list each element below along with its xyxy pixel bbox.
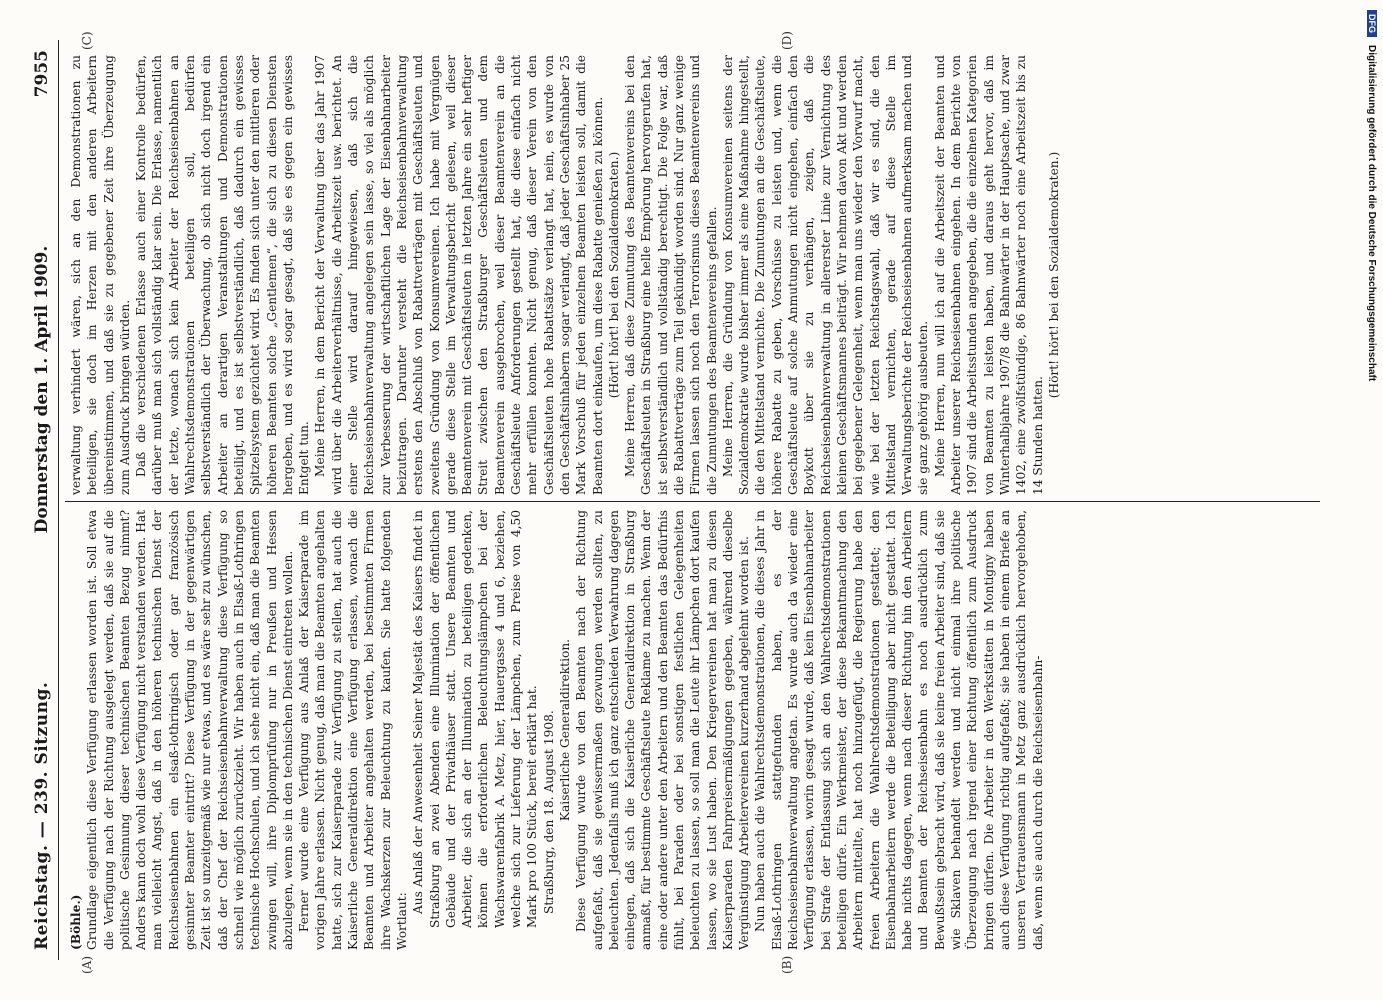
- right-column: [68, 55, 1330, 495]
- paragraph: Daß die verschiedenen Erlasse auch einer Kontrolle bedürfen, darüber muß man sich vollständig klar sein. Die Erlasse, namentlich der letzte, wonach sich kein Arbeiter der Reichseisenbahnen an Wahlrechtsdemonstrationen beteiligen soll, bedürfen selbstverständlich der Überwachung, ob sich nicht doch irgend ein Arbeiter an derartigen Veranstaltungen und Demonstrationen beteiligt, und es ist selbstverständlich, daß dadurch ein gewisses Spitzelsystem gezüchtet wird. Es finden sich unter den mittleren oder höheren Beamten solche „Gentlemen“, die sich zu diesen Diensten hergeben, und es wird sogar gesagt, daß sie es gegen ein gewisses Entgelt tun.: [134, 55, 312, 495]
- paragraph: Diese Verfügung wurde von den Beamten nach der Richtung aufgefaßt, daß sie gewissermaßen gezwungen werden sollten, zu beleuchten. Jedenfalls muß ich ganz entschieden Verwahrung dagegen einlegen, daß sich die Kaiserliche Generaldirektion in Straßburg anmaßt, für bestimmte Geschäftsleute Reklame zu machen. Wenn der eine oder andere unter den Arbeitern und den Beamten das Bedürfnis fühlt, bei Paraden oder bei sonstigen festlichen Gelegenheiten beleuchten zu lassen, so soll man die Leute ihr Lämpchen dort kaufen lassen, wo sie Lust haben. Den Kriegervereinen hat man zu diesen Kaiserparaden Fahrpreisermäßigungen gegeben, während dieselbe Vergünstigung Arbeitervereinen kurzerhand abgelehnt worden ist.: [574, 510, 752, 950]
- quoted-decree: Aus Anlaß der Anwesenheit Seiner Majestät des Kaisers findet in Straßburg an zwei Abenden eine Illumination der öffentlichen Gebäude und der Privathäuser statt. Unsere Beamten und Arbeiter, die sich an der Illumination zu beteiligen gedenken, können die erforderlichen Beleuchtungslämpchen bei der Wachswarenfabrik A. Metz, hier, Hauergasse 4 und 6, beziehen, welche sich zur Lieferung der Lämpchen, zum Preise von 4,50 Mark pro 100 Stück, bereit erklärt hat.: [411, 510, 540, 928]
- margin-letter-a: (A): [80, 955, 94, 974]
- header-center: Donnerstag den 1. April 1909.: [32, 245, 52, 534]
- credit-text-row: [1365, 10, 1377, 970]
- header-left: Reichstag. — 239. Sitzung.: [32, 681, 52, 950]
- digitization-credit: [1365, 10, 1377, 990]
- credit-text: Digitalisierung gefördert durch die Deutsche Forschungsgemeinschaft: [1366, 45, 1377, 382]
- paragraph: Nun haben auch die Wahlrechtsdemonstrationen, die dieses Jahr in Elsaß-Lothringen stattgefunden haben, es der Reichseisenbahnverwaltung angetan. Es wurde auch da wieder eine Verfügung erlassen, worin gesagt wurde, daß kein Eisenbahnarbeiter bei Strafe der Entlassung sich an den Wahlrechtsdemonstrationen beteiligen dürfe. Ein Werkmeister, der diese Bekanntmachung den Arbeitern mitteilte, hat noch hinzugefügt, die Regierung habe den freien Arbeitern die Wahlrechtsdemonstrationen gestattet; den Eisenbahnarbeitern werde die Beteiligung aber nicht gestattet. Ich habe nichts dagegen, wenn nach dieser Richtung hin den Arbeitern und Beamten der Reichseisenbahn es noch ausdrücklich zum Bewußtsein gebracht wird, daß sie keine freien Arbeiter sind, daß sie wie Sklaven behandelt werden und nicht einmal ihre politische Überzeugung nach irgend einer Richtung öffentlich zum Ausdruck bringen dürfen. Die Arbeiter in den Werkstätten in Montigny haben auch diese Verfügung richtig aufgefaßt; sie haben in einem Briefe an unseren Vertrauensmann in Metz ganz ausdrücklich hervorgehoben, daß, wenn sie auch durch die Reichseisenbahn-: [753, 510, 1045, 950]
- paragraph: Grundlage eigentlich diese Verfügung erlassen worden ist. Soll etwa die Verfügung nach der Richtung ausgelegt werden, daß sie auf die politische Gesinnung dieser technischen Beamten Bezug nimmt? Anders kann doch wohl diese Verfügung nicht verstanden werden. Hat man vielleicht Angst, daß in den höheren technischen Dienst der Reichseisenbahnen ein elsaß-lothringisch oder gar französisch gesinnter Beamter eintritt? Diese Verfügung in der gegenwärtigen Zeit ist so unzeitgemäß wie nur etwas, und es wäre sehr zu wünschen, daß der Chef der Reichseisenbahnverwaltung diese Verfügung so schnell wie möglich zurückzieht. Wir haben auch in Elsaß-Lothringen technische Hochschulen, und ich sehe nicht ein, daß man die Beamten zwingen will, ihre Diplomprüfung nur in Preußen und Hessen abzulegen, wenn sie in den technischen Dienst eintreten wollen.: [85, 510, 295, 950]
- left-column: [68, 510, 1330, 950]
- page-number: 7955: [32, 50, 52, 98]
- decree-date: Straßburg, den 18. August 1908.: [541, 710, 556, 914]
- header-rule: [58, 40, 59, 960]
- margin-letter-c: (C): [80, 31, 94, 50]
- page-header: [28, 50, 56, 950]
- decree-signature: Kaiserliche Generaldirektion.: [557, 638, 572, 822]
- margin-letter-d: (D): [780, 31, 794, 50]
- margin-letter-b: (B): [780, 955, 794, 974]
- speaker-label: (Böhle.): [69, 894, 83, 950]
- interjection: (Hört! hört! bei den Sozialdemokraten.): [1046, 151, 1061, 399]
- interjection: (Hört! hört! bei den Sozialdemokraten.): [606, 151, 621, 399]
- paragraph: Meine Herren, die Gründung von Konsumvereinen seitens der Sozialdemokratie wurde bisher immer als eine Maßnahme hingestellt, die den Mittelstand vernichte. Die Zumutungen an die Geschäftsleute, höhere Rabatte zu geben, Vorschüsse zu leisten und, wenn die Geschäftsleute auf solche Anmutungen nicht eingehen, einfach den Boykott über sie zu verhängen, zeigen, daß die Reichseisenbahnverwaltung in allererster Linie zur Vernichtung des kleinen Geschäftsmannes beiträgt. Wir nehmen davon Akt und werden bei gegebener Gelegenheit, wenn man uns wieder den Vorwurf macht, wie bei der letzten Reichstagswahl, daß wir es sind, die den Mittelstand vernichten, gerade auf diese Stelle im Verwaltungsberichte der Reichseisenbahnen aufmerksam machen und sie ganz gehörig ausbeuten.: [720, 55, 931, 495]
- paragraph: Meine Herren, daß diese Zumutung des Beamtenvereins bei den Geschäftsleuten in Straßburg eine helle Empörung hervorgerufen hat, ist selbstverständlich und vollständig berechtigt. Die Folge war, daß die Rabattverträge zum Teil gekündigt worden sind. Nur ganz wenige Firmen lassen sich noch den Terrorismus dieses Beamtenvereins und die Zumutungen des Beamtenvereins gefallen.: [623, 55, 719, 495]
- paragraph: Meine Herren, nun will ich auf die Arbeitszeit der Beamten und Arbeiter unserer Reichseisenbahnen eingehen. In dem Berichte von 1907 sind die Arbeitsstunden angegeben, die die einzelnen Kategorien von Beamten zu leisten haben, und daraus geht hervor, daß im Winterhalbjahre 1907/8 die Bahnwärter in der Hauptsache, und zwar 1402, eine zwölfstündige, 86 Bahnwärter noch eine Arbeitszeit bis zu 14 Stunden hatten.: [932, 55, 1045, 495]
- dfg-logo: DFG: [1367, 10, 1377, 37]
- paragraph: Meine Herren, in dem Bericht der Verwaltung über das Jahr 1907 wird über die Arbeiterverhältnisse, die Arbeitszeit usw. berichtet. An einer Stelle wird darauf hingewiesen, daß sich die Reichseisenbahnverwaltung angelegen sein lasse, so viel als möglich zur Verbesserung der wirtschaftlichen Lage der Eisenbahnarbeiter beizutragen. Darunter versteht die Reichseisenbahnverwaltung erstens den Abschluß von Rabattverträgen mit Geschäftsleuten und zweitens Gründung von Konsumvereinen. Ich habe mit Vergnügen gerade diese Stelle im Verwaltungsbericht gelesen, weil dieser Beamtenverein mit Geschäftsleuten in letzten Jahre ein sehr heftiger Streit zwischen den Straßburger Geschäftsleuten und dem Beamtenverein ausgebrochen, weil dieser Beamtenverein an die Geschäftsleute Anforderungen gestellt hat, die diese einfach nicht mehr erfüllen konnten. Nicht genug, daß dieser Verein von den Geschäftsleuten hohe Rabattsätze verlangt hat, nein, es wurde von den Geschäftsinhabern sogar verlangt, daß jeder Geschäftsinhaber 25 Mark Vorschuß für jeden einzelnen Beamten leisten soll, damit die Beamten dort einkaufen, um diese Rabatte genießen zu können.: [313, 55, 605, 495]
- paragraph: verwaltung verhindert wären, sich an den Demonstrationen zu beteiligen, sie doch im Herzen mit den anderen Arbeitern übereinstimmen, und daß sie zu gegebener Zeit ihre Überzeugung zum Ausdruck bringen würden.: [69, 55, 132, 495]
- paragraph: Ferner wurde eine Verfügung aus Anlaß der Kaiserparade im vorigen Jahre erlassen. Nicht genug, daß man die Beamten angehalten hatte, sich zur Kaiserparade zur Verfügung zu stellen, hat auch die Kaiserliche Generaldirektion eine Verfügung erlassen, wonach die Beamten und Arbeiter angehalten werden, bei bestimmten Firmen ihre Wachskerzen zur Beleuchtung zu kaufen. Sie hatte folgenden Wortlaut:: [297, 510, 409, 950]
- rotated-page-content: [20, 20, 1350, 980]
- column-rule: [65, 501, 1320, 502]
